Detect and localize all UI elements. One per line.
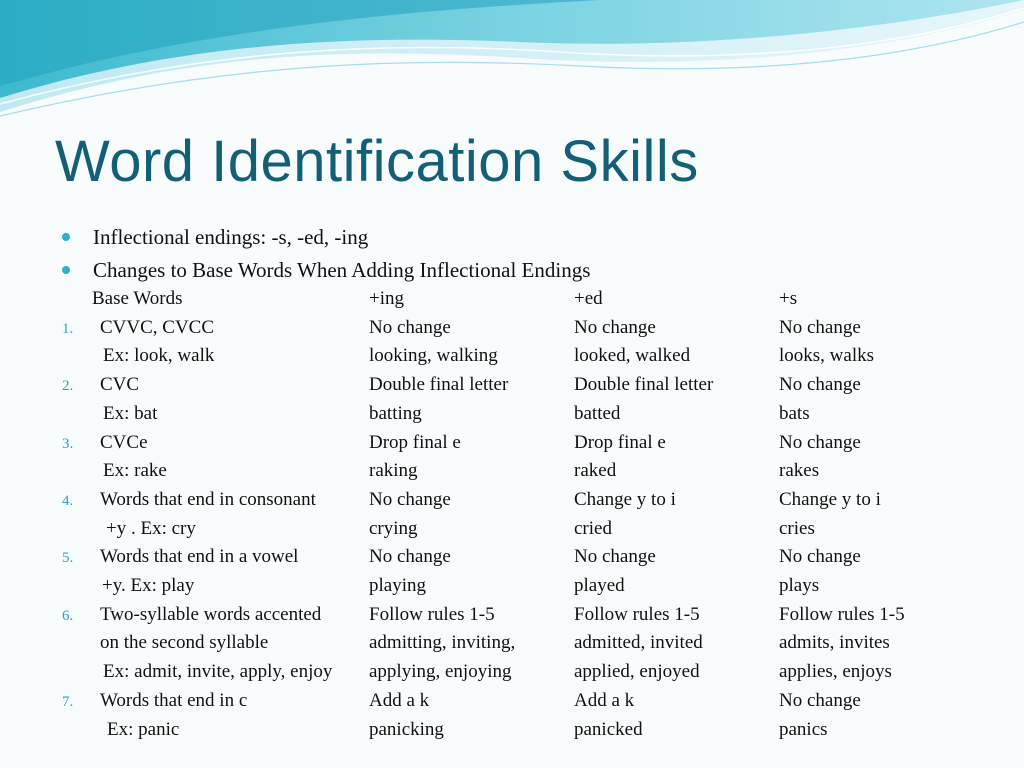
table-cell: applied, enjoyed [574, 661, 700, 683]
table-cell: No change [574, 546, 656, 568]
table-cell: panicked [574, 718, 643, 740]
table-cell: No change [369, 546, 451, 568]
table-cell: No change [779, 431, 861, 453]
table-cell: batting [369, 402, 422, 424]
table-cell: panicking [369, 718, 444, 740]
row-number: 2. [62, 378, 74, 395]
row-number: 1. [62, 320, 74, 337]
table-cell: cries [779, 517, 815, 539]
table-cell: raking [369, 460, 418, 482]
table-cell: Drop final e [574, 431, 666, 453]
table-cell: Follow rules 1-5 [574, 603, 700, 625]
table-cell: playing [369, 575, 426, 596]
table-cell: CVCe [100, 431, 148, 453]
table-cell: No change [779, 546, 861, 568]
table-cell: Ex: look, walk [103, 345, 215, 367]
table-cell: Add a k [369, 689, 430, 711]
table-cell: Ex: rake [103, 460, 167, 482]
column-header: +s [779, 288, 798, 309]
table-cell: applying, enjoying [369, 661, 512, 683]
table-cell: Ex: bat [103, 402, 158, 424]
table-cell: applies, enjoys [779, 661, 892, 683]
table-cell: rakes [779, 460, 820, 482]
table-cell: Ex: panic [107, 718, 180, 740]
table-cell: Change y to i [779, 488, 881, 510]
table-cell: looking, walking [369, 345, 498, 367]
table-cell: Double final letter [369, 374, 509, 396]
table-cell: Double final letter [574, 374, 714, 396]
table-cell: looks, walks [779, 345, 874, 367]
table-cell: raked [574, 460, 617, 482]
row-number: 7. [62, 693, 74, 710]
bullet-text: Changes to Base Words When Adding Inflectional Endings [93, 258, 591, 282]
table-cell: Words that end in c [100, 689, 248, 711]
decorative-wave-header [0, 0, 1024, 130]
column-header: Base Words [92, 288, 183, 309]
bullet-text: Inflectional endings: -s, -ed, -ing [93, 225, 369, 249]
slide-title: Word Identification Skills [55, 129, 699, 194]
bullet-dot-icon [62, 266, 70, 274]
table-cell: admitted, invited [574, 632, 703, 654]
table-cell: looked, walked [574, 345, 691, 367]
table-cell: played [574, 575, 625, 596]
table-cell: No change [779, 374, 861, 396]
table-cell: CVVC, CVCC [100, 316, 215, 338]
row-number: 3. [62, 435, 74, 452]
table-cell: Words that end in a vowel [100, 546, 299, 568]
table-cell: +y . Ex: cry [106, 517, 196, 539]
column-header: +ing [369, 288, 404, 309]
table-cell: No change [369, 316, 451, 338]
table-cell: panics [779, 718, 828, 740]
table-cell: Drop final e [369, 431, 461, 453]
table-cell: CVC [100, 374, 140, 396]
column-header: +ed [574, 288, 603, 309]
table-cell: Follow rules 1-5 [779, 603, 905, 625]
table-cell: plays [779, 575, 820, 596]
table-cell: No change [369, 488, 451, 510]
table-cell: Ex: admit, invite, apply, enjoy [103, 661, 333, 683]
table-cell: Follow rules 1-5 [369, 603, 495, 625]
row-number: 4. [62, 492, 74, 509]
table-cell: bats [779, 402, 810, 424]
table-cell: on the second syllable [100, 632, 269, 654]
bullet-dot-icon [62, 233, 70, 241]
table-cell: admits, invites [779, 632, 890, 654]
table-cell: No change [779, 316, 861, 338]
table-cell: cried [574, 517, 612, 539]
table-cell: +y. Ex: play [102, 575, 195, 596]
table-cell: admitting, inviting, [369, 632, 516, 654]
row-number: 5. [62, 550, 74, 567]
table-cell: Words that end in consonant [100, 488, 316, 510]
table-cell: Change y to i [574, 488, 676, 510]
table-cell: No change [574, 316, 656, 338]
table-cell: Add a k [574, 689, 635, 711]
table-cell: No change [779, 689, 861, 711]
table-cell: batted [574, 402, 621, 424]
table-cell: crying [369, 517, 418, 539]
table-cell: Two-syllable words accented [100, 603, 322, 625]
row-number: 6. [62, 607, 74, 624]
